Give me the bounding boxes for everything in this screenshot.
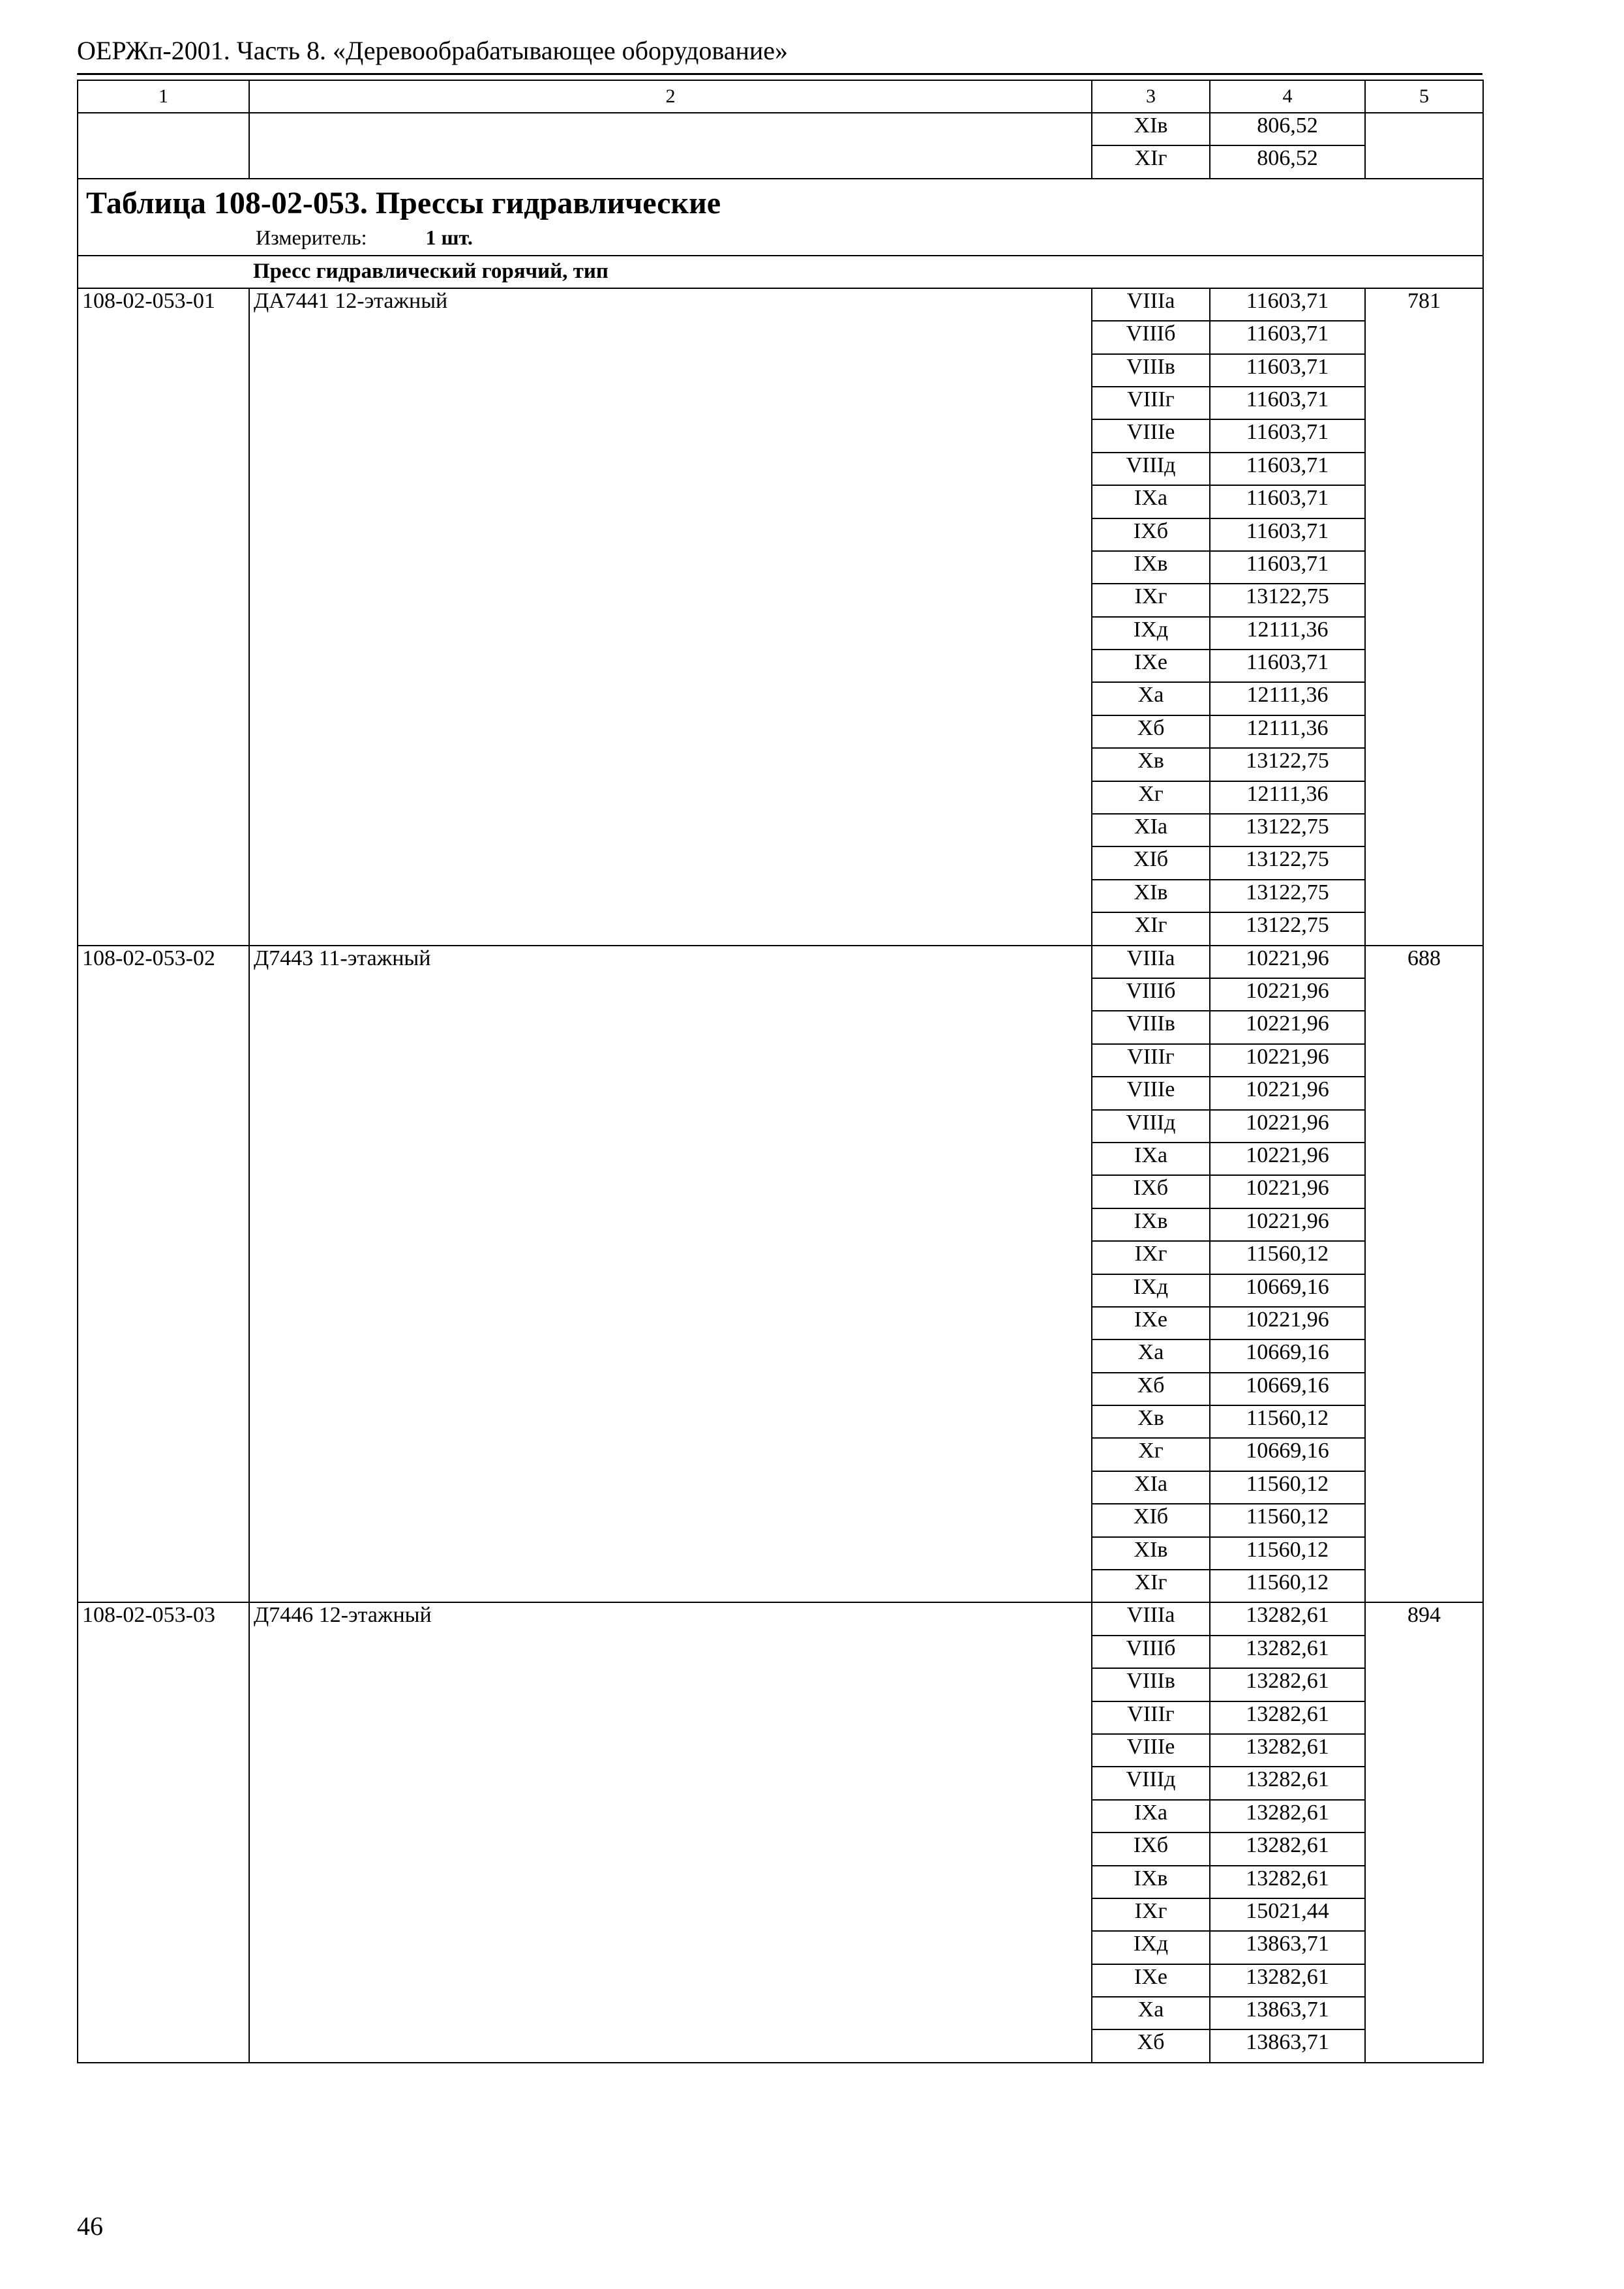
unit-label: Измеритель:: [256, 226, 367, 250]
price-cell: 13282,61: [1210, 1833, 1365, 1865]
price-cell: 11560,12: [1210, 1537, 1365, 1570]
price-cell: 11603,71: [1210, 485, 1365, 518]
zone-cell: IXе: [1092, 1307, 1210, 1339]
price-cell: 11603,71: [1210, 650, 1365, 682]
zone-cell: XIв: [1092, 880, 1210, 912]
zone-cell: XIг: [1092, 1570, 1210, 1602]
zone-cell: VIIIд: [1092, 453, 1210, 485]
zone-cell: IXе: [1092, 1964, 1210, 1997]
zone-cell: XIв: [1092, 113, 1210, 145]
zone-cell: Xа: [1092, 1997, 1210, 2029]
column-number: 3: [1092, 80, 1210, 113]
price-cell: 13282,61: [1210, 1800, 1365, 1833]
zone-cell: VIIIг: [1092, 1701, 1210, 1734]
item-name: ДА7441 12-этажный: [249, 288, 1092, 946]
price-cell: 11560,12: [1210, 1570, 1365, 1602]
zone-cell: VIIIв: [1092, 1011, 1210, 1043]
zone-cell: XIа: [1092, 814, 1210, 846]
carryover-row: [78, 113, 1483, 145]
price-cell: 13282,61: [1210, 1734, 1365, 1767]
price-cell: 10221,96: [1210, 978, 1365, 1011]
zone-cell: XIг: [1092, 145, 1210, 178]
price-cell: 13282,61: [1210, 1668, 1365, 1701]
price-cell: 806,52: [1210, 113, 1365, 145]
price-cell: 13122,75: [1210, 912, 1365, 945]
zone-cell: IXг: [1092, 584, 1210, 616]
price-cell: 11603,71: [1210, 419, 1365, 452]
table-title-cell: [78, 179, 1483, 256]
unit-line: [256, 226, 1475, 250]
zone-cell: IXб: [1092, 518, 1210, 551]
item-code: 108-02-053-02: [78, 946, 249, 1603]
zone-cell: IXб: [1092, 1833, 1210, 1865]
item-code: 108-02-053-03: [78, 1602, 249, 2062]
price-cell: 12111,36: [1210, 682, 1365, 715]
price-cell: 13122,75: [1210, 880, 1365, 912]
price-cell: 12111,36: [1210, 781, 1365, 814]
price-cell: 10221,96: [1210, 1307, 1365, 1339]
price-cell: 10221,96: [1210, 1110, 1365, 1143]
zone-cell: XIа: [1092, 1471, 1210, 1504]
price-cell: 13282,61: [1210, 1701, 1365, 1734]
column-number-row: [78, 80, 1483, 113]
col5-cell: 781: [1365, 288, 1483, 946]
zone-cell: XIг: [1092, 912, 1210, 945]
table-row: [78, 1602, 1483, 1635]
zone-cell: VIIIе: [1092, 1734, 1210, 1767]
price-cell: 13282,61: [1210, 1602, 1365, 1635]
price-cell: 10669,16: [1210, 1438, 1365, 1471]
zone-cell: Xв: [1092, 1405, 1210, 1438]
section-code-cell: [78, 256, 249, 288]
col5-cell: 894: [1365, 1602, 1483, 2062]
price-cell: 11603,71: [1210, 551, 1365, 584]
zone-cell: VIIIа: [1092, 1602, 1210, 1635]
table-title-row: [78, 179, 1483, 256]
zone-cell: VIIIв: [1092, 354, 1210, 387]
zone-cell: Xб: [1092, 715, 1210, 748]
price-cell: 13282,61: [1210, 1767, 1365, 1799]
zone-cell: IXв: [1092, 1866, 1210, 1898]
running-header: ОЕРЖп-2001. Часть 8. «Деревообрабатывающее оборудование»: [77, 36, 789, 65]
price-cell: 13863,71: [1210, 1931, 1365, 1964]
price-cell: 10221,96: [1210, 1077, 1365, 1109]
zone-cell: VIIIб: [1092, 1636, 1210, 1668]
price-cell: 13122,75: [1210, 748, 1365, 781]
price-cell: 13863,71: [1210, 1997, 1365, 2029]
price-cell: 11603,71: [1210, 518, 1365, 551]
price-cell: 13282,61: [1210, 1636, 1365, 1668]
price-cell: 15021,44: [1210, 1898, 1365, 1931]
price-cell: 12111,36: [1210, 715, 1365, 748]
zone-cell: Xб: [1092, 1373, 1210, 1405]
price-cell: 10221,96: [1210, 946, 1365, 978]
zone-cell: VIIIа: [1092, 946, 1210, 978]
zone-cell: XIб: [1092, 1504, 1210, 1536]
zone-cell: Xг: [1092, 1438, 1210, 1471]
price-cell: 11560,12: [1210, 1241, 1365, 1274]
zone-cell: XIв: [1092, 1537, 1210, 1570]
price-cell: 13122,75: [1210, 846, 1365, 879]
zone-cell: Xа: [1092, 682, 1210, 715]
zone-cell: IXг: [1092, 1898, 1210, 1931]
item-name: Д7443 11-этажный: [249, 946, 1092, 1603]
zone-cell: Xа: [1092, 1339, 1210, 1372]
column-number: 4: [1210, 80, 1365, 113]
zone-cell: IXб: [1092, 1175, 1210, 1208]
price-cell: 11603,71: [1210, 288, 1365, 321]
page-number: 46: [77, 2211, 103, 2241]
zone-cell: IXе: [1092, 650, 1210, 682]
column-number: 2: [249, 80, 1092, 113]
zone-cell: VIIIд: [1092, 1110, 1210, 1143]
zone-cell: IXа: [1092, 1800, 1210, 1833]
price-cell: 11560,12: [1210, 1405, 1365, 1438]
zone-cell: VIIIд: [1092, 1767, 1210, 1799]
name-cell: [249, 113, 1092, 179]
price-cell: 13282,61: [1210, 1866, 1365, 1898]
zone-cell: VIIIг: [1092, 387, 1210, 419]
code-cell: [78, 113, 249, 179]
zone-cell: IXа: [1092, 485, 1210, 518]
zone-cell: IXв: [1092, 551, 1210, 584]
price-cell: 10669,16: [1210, 1274, 1365, 1307]
price-cell: 13122,75: [1210, 814, 1365, 846]
price-table: [77, 80, 1484, 2063]
header-rule: [77, 73, 1482, 75]
price-cell: 11603,71: [1210, 321, 1365, 353]
section-title: Пресс гидравлический горячий, тип: [249, 256, 1483, 288]
zone-cell: IXд: [1092, 617, 1210, 650]
zone-cell: Xб: [1092, 2029, 1210, 2062]
price-cell: 12111,36: [1210, 617, 1365, 650]
zone-cell: IXг: [1092, 1241, 1210, 1274]
price-cell: 11560,12: [1210, 1471, 1365, 1504]
price-cell: 11603,71: [1210, 453, 1365, 485]
zone-cell: IXа: [1092, 1143, 1210, 1175]
price-cell: 10221,96: [1210, 1208, 1365, 1241]
table-title: Таблица 108-02-053. Прессы гидравлические: [86, 185, 721, 220]
price-cell: 10221,96: [1210, 1175, 1365, 1208]
unit-value: 1 шт.: [425, 226, 473, 250]
zone-cell: VIIIб: [1092, 978, 1210, 1011]
zone-cell: IXд: [1092, 1931, 1210, 1964]
zone-cell: VIIIа: [1092, 288, 1210, 321]
zone-cell: VIIIе: [1092, 1077, 1210, 1109]
col5-cell: 688: [1365, 946, 1483, 1603]
zone-cell: Xв: [1092, 748, 1210, 781]
column-number: 5: [1365, 80, 1483, 113]
zone-cell: VIIIб: [1092, 321, 1210, 353]
price-table-body: [78, 80, 1483, 2063]
zone-cell: IXв: [1092, 1208, 1210, 1241]
price-cell: 13122,75: [1210, 584, 1365, 616]
col5-cell: [1365, 113, 1483, 179]
price-cell: 10221,96: [1210, 1011, 1365, 1043]
price-cell: 806,52: [1210, 145, 1365, 178]
price-cell: 10669,16: [1210, 1339, 1365, 1372]
item-name: Д7446 12-этажный: [249, 1602, 1092, 2062]
price-cell: 10221,96: [1210, 1044, 1365, 1077]
price-cell: 11603,71: [1210, 354, 1365, 387]
zone-cell: VIIIе: [1092, 419, 1210, 452]
zone-cell: VIIIв: [1092, 1668, 1210, 1701]
table-row: [78, 946, 1483, 978]
price-cell: 10221,96: [1210, 1143, 1365, 1175]
column-number: 1: [78, 80, 249, 113]
zone-cell: IXд: [1092, 1274, 1210, 1307]
price-cell: 13863,71: [1210, 2029, 1365, 2062]
price-cell: 11560,12: [1210, 1504, 1365, 1536]
zone-cell: Xг: [1092, 781, 1210, 814]
item-code: 108-02-053-01: [78, 288, 249, 946]
price-cell: 10669,16: [1210, 1373, 1365, 1405]
zone-cell: VIIIг: [1092, 1044, 1210, 1077]
price-cell: 13282,61: [1210, 1964, 1365, 1997]
table-row: [78, 288, 1483, 321]
section-row: [78, 256, 1483, 288]
price-cell: 11603,71: [1210, 387, 1365, 419]
zone-cell: XIб: [1092, 846, 1210, 879]
